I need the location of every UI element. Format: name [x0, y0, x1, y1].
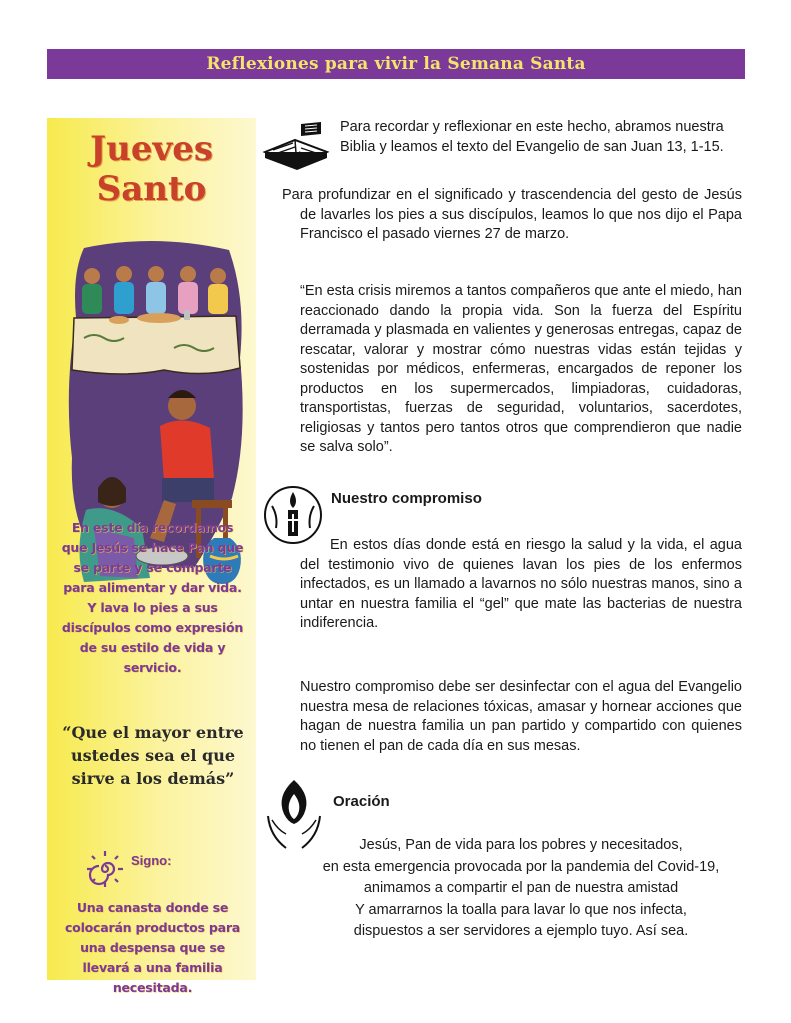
intro-paragraph: Para recordar y reflexionar en este hecho, abramos nuestra Biblia y leamos el texto del Evangelio de san Juan 13, 1-15. [340, 119, 724, 155]
prayer-line: Y amarrarnos la toalla para lavar lo que nos infecta, [355, 901, 687, 918]
prayer-line: dispuestos a ser servidores a ejemplo tuyo. Así sea. [353, 923, 689, 939]
sidebar-title-line1: Jueves [90, 129, 213, 169]
spiral-sun-icon [85, 849, 125, 889]
sidebar-description: En este día recordamos que Jesús se hace Pan que se parte y se comparte para alimentar y dar vida. Y lava lo pies a sus discípulos como expresión de su estilo de vida y servicio. [61, 520, 244, 675]
signo-label: Signo: [131, 853, 172, 868]
page-banner [47, 49, 745, 79]
sidebar-title-line2: Santo [96, 169, 207, 209]
oracion-heading: Oración [333, 793, 390, 810]
banner-title: Reflexiones para vivir la Semana Santa [206, 54, 586, 74]
compromiso-heading: Nuestro compromiso [331, 490, 482, 507]
prayer-block [300, 835, 742, 943]
prayer-line: en esta emergencia provocada por la pandemia del Covid-19, [322, 858, 720, 875]
prayer-line: animamos a compartir el pan de nuestra amistad [363, 880, 679, 896]
reflection-paragraph: Para profundizar en el significado y trascendencia del gesto de Jesús de lavarles los pies a sus discípulos, leamos lo que nos dijo el Papa Francisco el pasado viernes 27 de marzo. [282, 187, 742, 242]
prayer-line: Jesús, Pan de vida para los pobres y necesitados, [359, 837, 683, 853]
sidebar-panel [47, 118, 256, 995]
compromiso-paragraph-2: Nuestro compromiso debe ser desinfectar con el agua del Evangelio nuestra mesa de relaciones tóxicas, amasar y hornear acciones que hagan de nuestra familia un pan partido y compartido con quienes no tienen el pan de cada día en sus mesas. [300, 679, 742, 754]
compromiso-paragraph-1: En estos días donde está en riesgo la salud y la vida, el agua del testimonio vivo de quienes lavan los pies de los enfermos infectados, es un llamado a lavarnos no sólo nuestras manos, sino a untar en nuestra familia el “gel” que mate las bacterias de nuestra indiferencia. [300, 537, 742, 631]
open-bible-icon [261, 118, 331, 170]
sidebar-quote: “Que el mayor entre ustedes sea el que sirve a los demás” [62, 723, 244, 788]
francis-quote-paragraph: “En esta crisis miremos a tantos compañeros que ante el miedo, han reaccionado dando la propia vida. Son la fuerza del Espíritu derramada y plasmada en valientes y generosas entregas, capaz de rescatar, valorar y mostrar cómo nuestras vidas están tejidas y sostenidas por médicos, enfermeras, encargados de reponer los productos en los supermercados, limpiadoras, cuidadoras, transportistas, fuerzas de seguridad, voluntarios, sacerdotes, religiosas y tantos pero tantos otros que comprendieron que nadie se salva solo”. [300, 283, 742, 455]
signo-text: Una canasta donde se colocarán productos para una despensa que se llevará a una familia necesitada. [64, 900, 241, 995]
